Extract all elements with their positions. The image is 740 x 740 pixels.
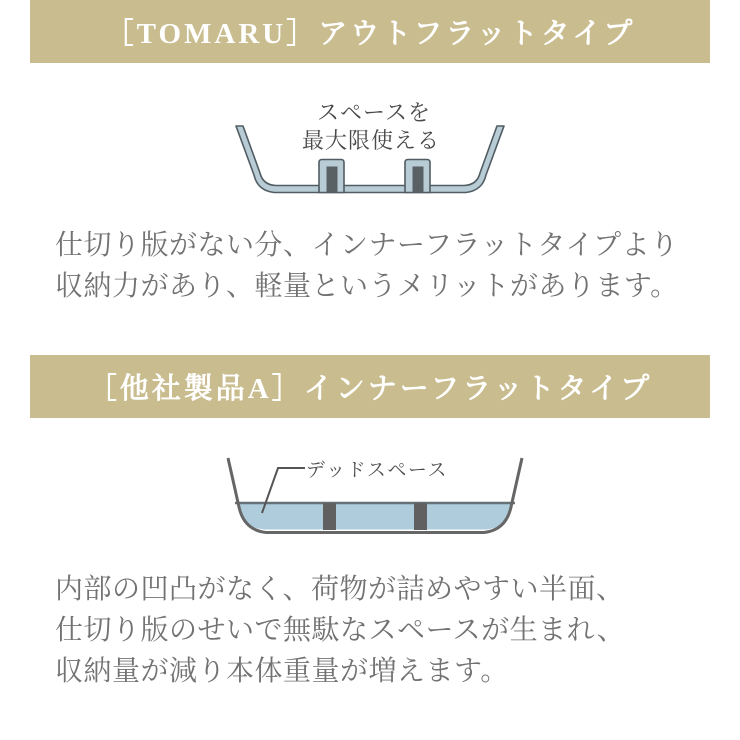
dead-space-label: デッドスペース (306, 460, 448, 481)
innerflat-right-divider (414, 503, 427, 530)
innerflat-cross-section-diagram (0, 440, 740, 555)
outflat-caption-line1: スペースを (317, 100, 431, 125)
outflat-description (55, 224, 705, 306)
innerflat-description-line2: 仕切り版のせいで無駄なスペースが生まれ、 (55, 614, 626, 645)
outflat-cross-section-diagram (0, 80, 740, 215)
outflat-caption-line2: 最大限使える (301, 128, 441, 153)
outflat-left-rib (327, 167, 338, 193)
outflat-right-rib (413, 167, 424, 193)
banner-tomaru-outflat: ［TOMARU］アウトフラットタイプ (30, 0, 710, 63)
outflat-description-line2: 収納力があり、軽量というメリットがあります。 (55, 270, 679, 301)
innerflat-description (55, 568, 705, 691)
innerflat-description-line1: 内部の凹凸がなく、荷物が詰めやすい半面、 (55, 573, 625, 604)
innerflat-description-line3: 収納量が減り本体重量が増えます。 (55, 655, 509, 686)
banner-other-innerflat: ［他社製品A］インナーフラットタイプ (30, 355, 710, 418)
outflat-description-line1: 仕切り版がない分、インナーフラットタイプより (55, 229, 679, 260)
innerflat-dead-space-area (237, 503, 513, 530)
innerflat-left-divider (323, 503, 336, 530)
